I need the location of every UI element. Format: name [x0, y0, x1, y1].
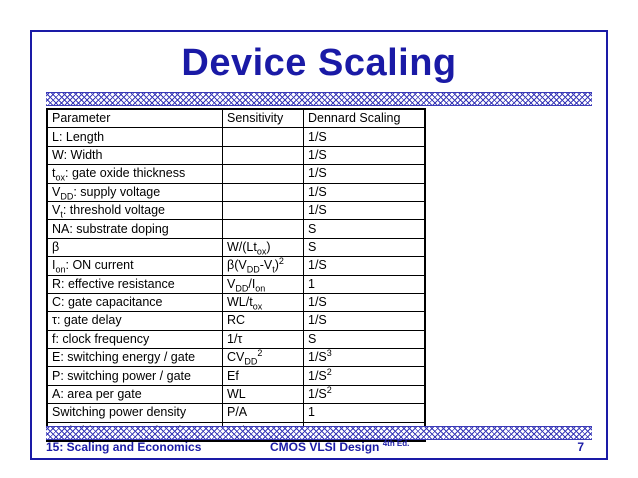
cell-sensitivity — [223, 275, 304, 293]
cell-dennard — [304, 146, 426, 164]
cell-text-segment: ox — [55, 172, 65, 183]
cell-parameter — [47, 128, 223, 146]
cell-sensitivity — [223, 220, 304, 238]
cell-dennard — [304, 257, 426, 275]
cell-dennard — [304, 201, 426, 219]
cell-text-segment: β — [52, 239, 60, 254]
cell-text-segment: on — [255, 283, 266, 294]
cell-parameter — [47, 220, 223, 238]
cell-dennard — [304, 293, 426, 311]
cell-text-segment: S — [308, 331, 317, 346]
header-dennard-scaling: Dennard Scaling — [304, 109, 426, 128]
table-row — [47, 349, 425, 367]
cell-text-segment: 1/S — [308, 368, 327, 383]
cell-text-segment: RC — [227, 313, 246, 328]
cell-sensitivity — [223, 404, 304, 422]
table-row — [47, 128, 425, 146]
cell-dennard — [304, 165, 426, 183]
footer-chapter: 15: Scaling and Economics — [46, 440, 202, 454]
bottom-pattern-band — [46, 426, 592, 440]
table-row — [47, 201, 425, 219]
cell-parameter — [47, 275, 223, 293]
table-row — [47, 275, 425, 293]
cell-text-segment: S — [308, 239, 317, 254]
cell-text-segment: NA: substrate doping — [52, 221, 169, 236]
footer-course-title: CMOS VLSI Design — [270, 440, 380, 454]
cell-text-segment: 1/S — [308, 258, 327, 273]
cell-text-segment: t — [52, 166, 56, 181]
cell-text-segment: : supply voltage — [73, 184, 161, 199]
cell-text-segment: I — [52, 258, 56, 273]
cell-text-segment: V — [52, 184, 61, 199]
cell-text-segment: 1 — [308, 405, 315, 420]
table-row — [47, 257, 425, 275]
cell-parameter — [47, 312, 223, 330]
cell-parameter — [47, 183, 223, 201]
cell-parameter — [47, 293, 223, 311]
cell-parameter — [47, 349, 223, 367]
table-row — [47, 165, 425, 183]
cell-parameter — [47, 385, 223, 403]
cell-text-segment: 1/S — [308, 387, 327, 402]
cell-text-segment: τ: gate delay — [52, 313, 122, 328]
header-sensitivity: Sensitivity — [223, 109, 304, 128]
cell-dennard — [304, 349, 426, 367]
cell-text-segment: R: effective resistance — [52, 276, 175, 291]
footer-edition: 4th Ed. — [382, 439, 410, 448]
scaling-table — [46, 108, 426, 442]
cell-sensitivity — [223, 349, 304, 367]
table-body — [47, 109, 425, 441]
cell-text-segment: 2 — [257, 348, 263, 359]
cell-text-segment: P/A — [227, 405, 248, 420]
table-row — [47, 183, 425, 201]
cell-text-segment: S — [308, 221, 317, 236]
cell-text-segment: -V — [259, 258, 273, 273]
cell-dennard — [304, 238, 426, 256]
cell-text-segment: 1/S — [308, 166, 327, 181]
cell-text-segment: 1/S — [308, 313, 327, 328]
cell-text-segment: β(V — [227, 258, 247, 273]
cell-sensitivity — [223, 128, 304, 146]
cell-sensitivity — [223, 367, 304, 385]
cell-sensitivity — [223, 146, 304, 164]
cell-text-segment: 1/S — [308, 184, 327, 199]
cell-text-segment: t — [60, 209, 63, 220]
cell-text-segment: V — [52, 203, 61, 218]
footer-course — [270, 440, 409, 454]
cell-text-segment: 2 — [326, 366, 332, 377]
cell-text-segment: 1 — [308, 276, 315, 291]
cell-text-segment: Ef — [227, 368, 239, 383]
cell-text-segment: ) — [274, 258, 279, 273]
table-row — [47, 330, 425, 348]
cell-text-segment: ox — [256, 246, 267, 257]
cell-sensitivity — [223, 257, 304, 275]
table-row — [47, 293, 425, 311]
cell-sensitivity — [223, 165, 304, 183]
cell-text-segment: f: clock frequency — [52, 331, 150, 346]
table-row — [47, 404, 425, 422]
cell-dennard — [304, 330, 426, 348]
cell-text-segment: Switching power density — [52, 405, 187, 420]
cell-text-segment: 2 — [278, 256, 284, 267]
cell-text-segment: E: switching energy / gate — [52, 350, 196, 365]
cell-text-segment: ) — [266, 239, 271, 254]
cell-text-segment: W/(Lt — [227, 239, 257, 254]
cell-text-segment: 1/S — [308, 147, 327, 162]
cell-text-segment: /I — [248, 276, 256, 291]
cell-text-segment: WL — [227, 387, 246, 402]
cell-text-segment: V — [227, 276, 236, 291]
cell-sensitivity — [223, 183, 304, 201]
cell-text-segment: 1/S — [308, 350, 327, 365]
header-parameter: Parameter — [47, 109, 223, 128]
cell-parameter — [47, 257, 223, 275]
cell-text-segment: : gate oxide thickness — [65, 166, 186, 181]
cell-dennard — [304, 128, 426, 146]
cell-text-segment: ox — [252, 301, 263, 312]
slide-title: Device Scaling — [181, 42, 457, 84]
cell-sensitivity — [223, 330, 304, 348]
cell-parameter — [47, 201, 223, 219]
cell-text-segment: CV — [227, 350, 245, 365]
page-number: 7 — [577, 440, 584, 454]
cell-text-segment: on — [55, 264, 66, 275]
cell-sensitivity — [223, 238, 304, 256]
cell-text-segment: WL/t — [227, 295, 253, 310]
cell-dennard — [304, 312, 426, 330]
cell-text-segment: 1/S — [308, 129, 327, 144]
cell-dennard — [304, 404, 426, 422]
cell-text-segment: DD — [246, 264, 260, 275]
cell-parameter — [47, 367, 223, 385]
cell-parameter — [47, 165, 223, 183]
cell-sensitivity — [223, 385, 304, 403]
cell-text-segment: 2 — [326, 384, 332, 395]
cell-text-segment: DD — [244, 356, 258, 367]
cell-parameter — [47, 146, 223, 164]
cell-text-segment: t — [272, 264, 275, 275]
cell-text-segment: C: gate capacitance — [52, 295, 163, 310]
cell-text-segment: : ON current — [65, 258, 134, 273]
slide — [30, 30, 608, 460]
cell-dennard — [304, 385, 426, 403]
table-row — [47, 238, 425, 256]
cell-text-segment: 1/τ — [227, 331, 243, 346]
table-row — [47, 385, 425, 403]
table-row — [47, 312, 425, 330]
cell-text-segment: : threshold voltage — [62, 203, 166, 218]
cell-sensitivity — [223, 312, 304, 330]
table-row — [47, 220, 425, 238]
cell-text-segment: 1/S — [308, 203, 327, 218]
cell-text-segment: DD — [235, 283, 249, 294]
cell-text-segment: A: area per gate — [52, 387, 142, 402]
cell-dennard — [304, 183, 426, 201]
table-row — [47, 146, 425, 164]
cell-sensitivity — [223, 201, 304, 219]
cell-parameter — [47, 330, 223, 348]
cell-sensitivity — [223, 293, 304, 311]
cell-dennard — [304, 220, 426, 238]
cell-dennard — [304, 275, 426, 293]
table-header-row — [47, 109, 425, 128]
cell-dennard — [304, 367, 426, 385]
cell-text-segment: P: switching power / gate — [52, 368, 191, 383]
cell-parameter — [47, 404, 223, 422]
cell-parameter — [47, 238, 223, 256]
cell-text-segment: 1/S — [308, 295, 327, 310]
table-row — [47, 367, 425, 385]
cell-text-segment: 3 — [326, 348, 332, 359]
cell-text-segment: L: Length — [52, 129, 105, 144]
cell-text-segment: DD — [60, 191, 74, 202]
top-pattern-band — [46, 92, 592, 106]
cell-text-segment: W: Width — [52, 147, 103, 162]
